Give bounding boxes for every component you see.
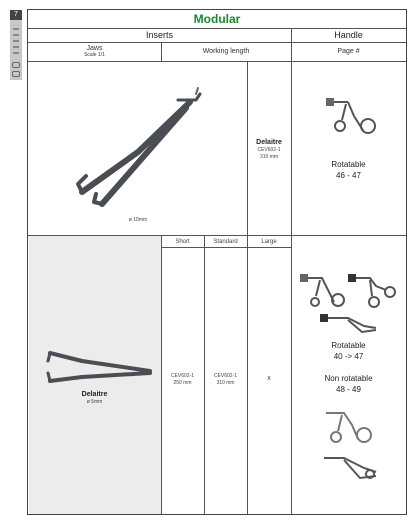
rotatable-handle-image bbox=[318, 308, 380, 338]
divider bbox=[28, 61, 406, 62]
divider bbox=[28, 28, 406, 29]
product-table bbox=[27, 9, 407, 515]
row1-brand: Delaitre bbox=[256, 139, 282, 146]
col-standard: Standard bbox=[213, 239, 238, 245]
row1-length: 310 mm bbox=[259, 154, 279, 160]
row1-handle-pages: 46 - 47 bbox=[336, 171, 361, 180]
col-large: Large bbox=[261, 239, 277, 245]
row2-handle-pages-1: 40 -> 47 bbox=[333, 352, 364, 361]
tab-icon bbox=[12, 62, 20, 68]
row2-handle-label-2: Non rotatable bbox=[324, 374, 373, 383]
table-title: Modular bbox=[193, 12, 241, 26]
row2-diameter: ø 5mm bbox=[86, 399, 103, 405]
row1-code: CEV602-1 bbox=[257, 147, 281, 153]
divider bbox=[28, 42, 406, 43]
grasper-insert-10mm-image bbox=[68, 80, 208, 210]
page-header: Page # bbox=[337, 48, 360, 55]
row2-brand: Delaitre bbox=[81, 391, 108, 398]
chapter-number: 7 bbox=[10, 10, 22, 20]
non-rotatable-handle-image bbox=[320, 450, 382, 486]
tab-icon bbox=[12, 71, 20, 77]
short-code: CEV602-1 bbox=[170, 373, 195, 379]
divider bbox=[161, 247, 292, 248]
row1-handle-label: Rotatable bbox=[331, 160, 366, 169]
standard-code: CEV602-1 bbox=[213, 373, 238, 379]
inserts-header: Inserts bbox=[145, 30, 173, 40]
large-value: x bbox=[267, 375, 271, 382]
divider bbox=[291, 28, 292, 514]
jaws-header: Jaws bbox=[86, 45, 103, 52]
divider bbox=[247, 235, 248, 514]
short-length: 250 mm bbox=[173, 380, 192, 386]
col-short: Short bbox=[175, 239, 190, 245]
rotatable-handle-image bbox=[324, 92, 384, 138]
scale-header: Scale 1/1 bbox=[84, 52, 105, 58]
tab-stripe bbox=[13, 40, 19, 42]
tab-stripe bbox=[13, 52, 19, 54]
rotatable-handle-image bbox=[298, 270, 348, 310]
non-rotatable-handle-image bbox=[322, 405, 378, 447]
grasper-insert-5mm-image bbox=[42, 345, 154, 389]
handle-header: Handle bbox=[334, 30, 363, 40]
tab-stripe bbox=[13, 28, 19, 30]
tab-stripe bbox=[13, 34, 19, 36]
rotatable-handle-image bbox=[346, 270, 398, 310]
standard-length: 310 mm bbox=[216, 380, 235, 386]
row1-diameter: ø 10mm bbox=[128, 217, 148, 223]
row2-handle-pages-2: 48 - 49 bbox=[336, 385, 361, 394]
working-length-header: Working length bbox=[202, 48, 250, 55]
row2-handle-label-1: Rotatable bbox=[331, 341, 366, 350]
tab-stripe bbox=[13, 46, 19, 48]
chapter-tab bbox=[10, 10, 22, 80]
